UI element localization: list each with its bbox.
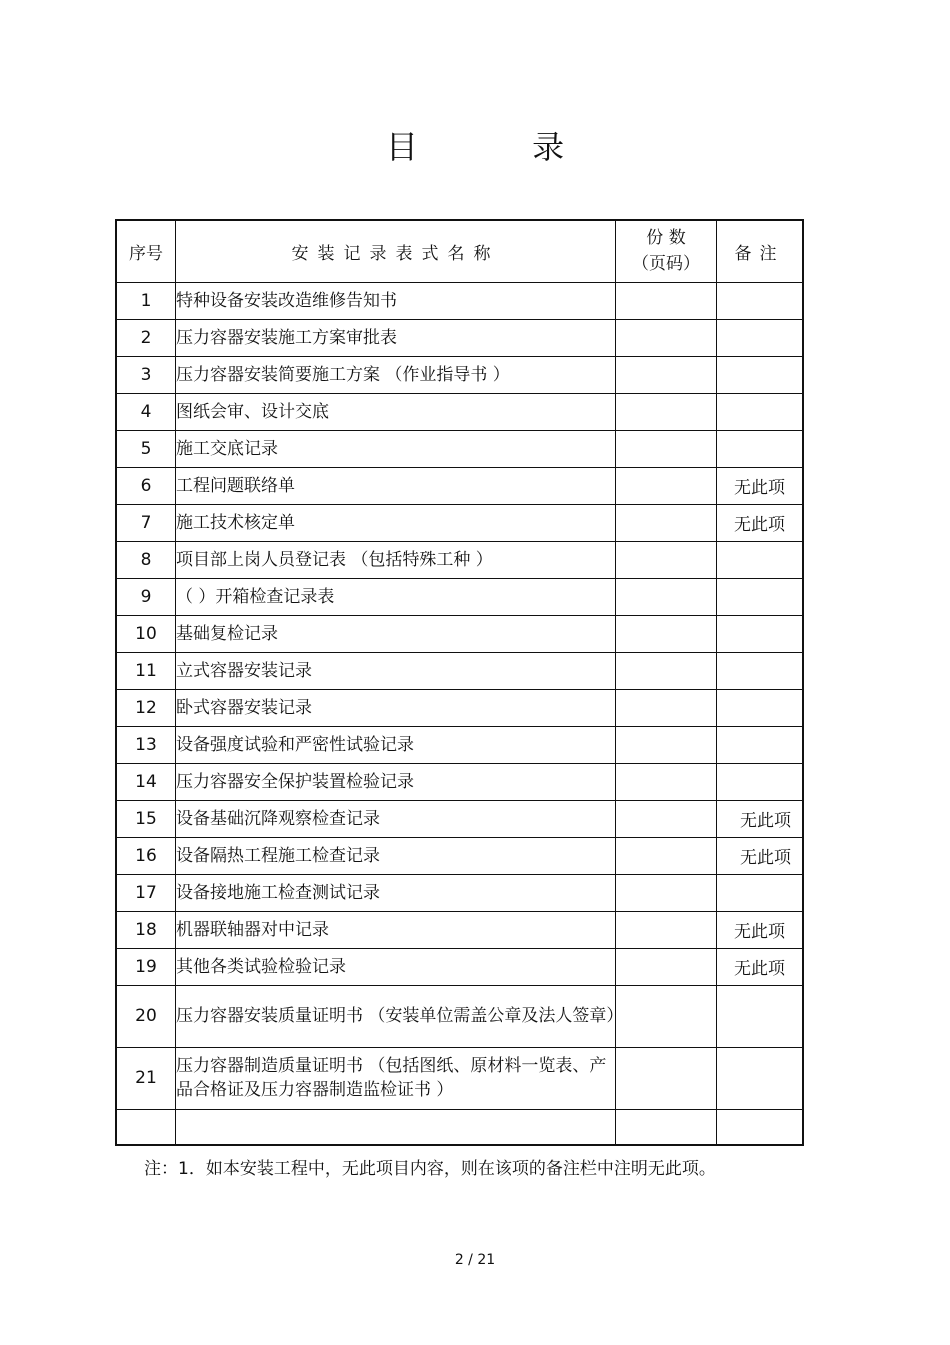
row-form-name: （ ）开箱检查记录表: [176, 578, 616, 615]
row-copies: [616, 393, 717, 430]
row-remark: 无此项: [717, 948, 804, 985]
row-remark: [717, 319, 804, 356]
row-form-name: 压力容器安装质量证明书 （安装单位需盖公章及法人签章）: [176, 985, 616, 1047]
row-form-name: 卧式容器安装记录: [176, 689, 616, 726]
row-form-name: 其他各类试验检验记录: [176, 948, 616, 985]
row-copies: [616, 837, 717, 874]
row-remark: [717, 282, 804, 319]
row-form-name: 压力容器安装施工方案审批表: [176, 319, 616, 356]
header-form-name: 安装记录表式名称: [176, 220, 616, 282]
row-form-name: 特种设备安装改造维修告知书: [176, 282, 616, 319]
row-remark: 无此项: [717, 467, 804, 504]
row-copies: [616, 615, 717, 652]
header-remarks: 备注: [717, 220, 804, 282]
row-remark: [717, 726, 804, 763]
row-remark: [717, 430, 804, 467]
table-row: [116, 282, 803, 319]
page-number: 2 / 21: [454, 1252, 496, 1268]
row-copies: [616, 319, 717, 356]
row-number: 5: [116, 430, 176, 467]
table-row: [116, 800, 803, 837]
toc-table: [115, 219, 804, 1146]
row-number: 13: [116, 726, 176, 763]
row-copies: [616, 800, 717, 837]
row-copies: [616, 1109, 717, 1145]
row-copies: [616, 282, 717, 319]
row-copies: [616, 652, 717, 689]
row-form-name: [176, 1109, 616, 1145]
row-form-name: 设备基础沉降观察检查记录: [176, 800, 616, 837]
row-copies: [616, 689, 717, 726]
header-number: 序号: [116, 220, 176, 282]
row-copies: [616, 504, 717, 541]
row-remark: [717, 689, 804, 726]
row-copies: [616, 578, 717, 615]
row-remark: [717, 541, 804, 578]
row-number: 21: [116, 1047, 176, 1109]
table-header-row: [116, 220, 803, 282]
row-number: 4: [116, 393, 176, 430]
row-number: 18: [116, 911, 176, 948]
row-remark: [717, 1047, 804, 1109]
row-copies: [616, 430, 717, 467]
row-remark: [717, 393, 804, 430]
row-remark: [717, 874, 804, 911]
row-number: 12: [116, 689, 176, 726]
table-row: [116, 689, 803, 726]
row-number: 16: [116, 837, 176, 874]
row-number: 8: [116, 541, 176, 578]
table-row: [116, 948, 803, 985]
row-form-name: 机器联轴器对中记录: [176, 911, 616, 948]
row-number: 10: [116, 615, 176, 652]
row-number: 9: [116, 578, 176, 615]
row-number: 2: [116, 319, 176, 356]
row-form-name: 图纸会审、设计交底: [176, 393, 616, 430]
row-form-name: 工程问题联络单: [176, 467, 616, 504]
header-copies-label: 份 数: [646, 228, 686, 249]
row-copies: [616, 726, 717, 763]
row-form-name: 压力容器安装简要施工方案 （作业指导书 ）: [176, 356, 616, 393]
table-row: [116, 1109, 803, 1145]
row-copies: [616, 467, 717, 504]
row-form-name: 设备强度试验和严密性试验记录: [176, 726, 616, 763]
row-remark: [717, 1109, 804, 1145]
row-form-name: 项目部上岗人员登记表 （包括特殊工种 ）: [176, 541, 616, 578]
row-number: 20: [116, 985, 176, 1047]
row-form-name: 立式容器安装记录: [176, 652, 616, 689]
row-remark: [717, 763, 804, 800]
row-copies: [616, 1047, 717, 1109]
row-form-name: 压力容器制造质量证明书 （包括图纸、原材料一览表、产品合格证及压力容器制造监检证书 ）: [176, 1047, 616, 1109]
row-number: [116, 1109, 176, 1145]
row-form-name: 施工交底记录: [176, 430, 616, 467]
row-remark: [717, 615, 804, 652]
row-copies: [616, 763, 717, 800]
table-row: [116, 578, 803, 615]
header-copies: [616, 220, 717, 282]
row-number: 7: [116, 504, 176, 541]
table-row: [116, 726, 803, 763]
table-row: [116, 652, 803, 689]
table-row: [116, 430, 803, 467]
header-copies-pages: （页码）: [632, 254, 700, 275]
table-row: [116, 356, 803, 393]
row-copies: [616, 541, 717, 578]
row-remark: [717, 985, 804, 1047]
row-copies: [616, 948, 717, 985]
row-number: 19: [116, 948, 176, 985]
row-number: 1: [116, 282, 176, 319]
row-form-name: 压力容器安全保护装置检验记录: [176, 763, 616, 800]
row-number: 15: [116, 800, 176, 837]
row-remark: [717, 652, 804, 689]
row-copies: [616, 911, 717, 948]
row-remark: 无此项: [717, 837, 804, 874]
table-row: [116, 319, 803, 356]
table-row: [116, 1047, 803, 1109]
row-form-name: 设备接地施工检查测试记录: [176, 874, 616, 911]
row-form-name: 施工技术核定单: [176, 504, 616, 541]
table-row: [116, 467, 803, 504]
row-remark: 无此项: [717, 800, 804, 837]
table-row: [116, 985, 803, 1047]
row-copies: [616, 356, 717, 393]
table-row: [116, 393, 803, 430]
table-row: [116, 911, 803, 948]
row-number: 3: [116, 356, 176, 393]
table-row: [116, 763, 803, 800]
row-remark: 无此项: [717, 504, 804, 541]
row-remark: [717, 578, 804, 615]
footnote: 注：1．如本安装工程中，无此项目内容，则在该项的备注栏中注明无此项。: [144, 1159, 716, 1179]
row-copies: [616, 985, 717, 1047]
table-row: [116, 615, 803, 652]
row-number: 17: [116, 874, 176, 911]
row-remark: [717, 356, 804, 393]
row-remark: 无此项: [717, 911, 804, 948]
row-number: 6: [116, 467, 176, 504]
table-row: [116, 504, 803, 541]
table-row: [116, 541, 803, 578]
page-title: 目 录: [385, 128, 617, 166]
row-form-name: 基础复检记录: [176, 615, 616, 652]
table-body: [116, 282, 803, 1145]
table-row: [116, 837, 803, 874]
row-number: 11: [116, 652, 176, 689]
table-row: [116, 874, 803, 911]
row-copies: [616, 874, 717, 911]
row-form-name: 设备隔热工程施工检查记录: [176, 837, 616, 874]
row-number: 14: [116, 763, 176, 800]
